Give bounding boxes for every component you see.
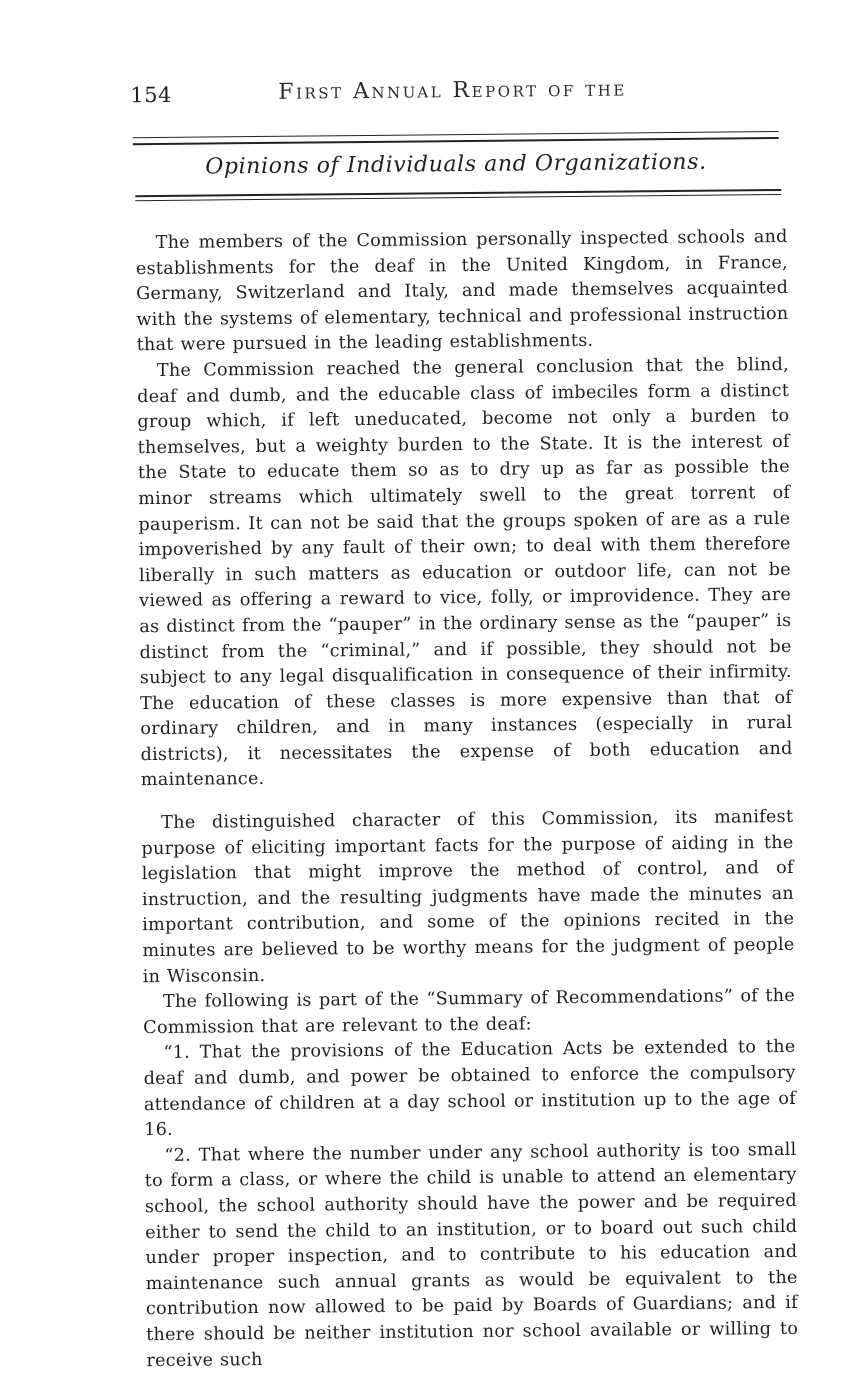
recommendation-2: “2. That where the number under any school authority is too small to form a class, or where the child is unable to attend an elementary school, the school authority should have the power and be required either to send the child to an institution, or to board out such child under proper inspection, and to contribute to his education and maintenance such annual grants as would be equivalent to the contribution now allowed to be paid by Boards of Guardians; and if there should be neither institution nor school available or willing to receive such [144, 1139, 799, 1371]
page-number: 154 [130, 82, 172, 108]
paragraph-inspection: The members of the Commission personally inspected schools and establishments for the deaf in the United Kingdom, in France, Germany, Switzerland and Italy, and made themselves acquainted with the systems of elementary, technical and professional instruction that were pursued in the leading establishments. [135, 226, 789, 356]
running-head: First Annual Report of the [278, 76, 627, 105]
recommendation-1: “1. That the provisions of the Education Acts be extended to the deaf and dumb, and power be obtained to enforce the compulsory attendance of children at a day school or institution up to the age of 16. [143, 1037, 797, 1141]
title-rule-thick [135, 189, 781, 197]
section-title: Opinions of Individuals and Organizations. [205, 149, 707, 180]
body-text [136, 225, 799, 1374]
page-header [130, 73, 790, 119]
paragraph-character: The distinguished character of this Commission, its manifest purpose of eliciting important facts for the purpose of aiding in the legislation that might improve the method of control, and of instruction, and the resulting judgments have made the minutes an important contribution, and some of the opinions recited in the minutes are believed to be worthy means for the judgment of people in Wisconsin. [141, 806, 795, 987]
paragraph-summary-intro: The following is part of the “Summary of Recommendations” of the Commission that are relevant to the deaf: [143, 986, 796, 1038]
paragraph-conclusion: The Commission reached the general conclusion that the blind, deaf and dumb, and the educable class of imbeciles form a distinct group which, if left uneducated, become not only a burden to themselves, but a weighty burden to the State. It is the interest of the State to educate them so as to dry up as far as possible the minor streams which ultimately swell to the great torrent of pauperism. It can not be said that the groups spoken of are as a rule impoverished by any fault of their own; to deal with them therefore liberally in such matters as education or outdoor life, can not be viewed as offering a reward to vice, folly, or improvidence. They are as distinct from the “pauper” in the ordinary sense as the “pauper” is distinct from the “criminal,” and if possible, they should not be subject to any legal disqualification in consequence of their infirmity. The education of these classes is more expensive than that of ordinary children, and in many instances (especially in rural districts), it necessitates the expense of both education and maintenance. [137, 354, 793, 791]
header-rule-thick [133, 137, 779, 145]
